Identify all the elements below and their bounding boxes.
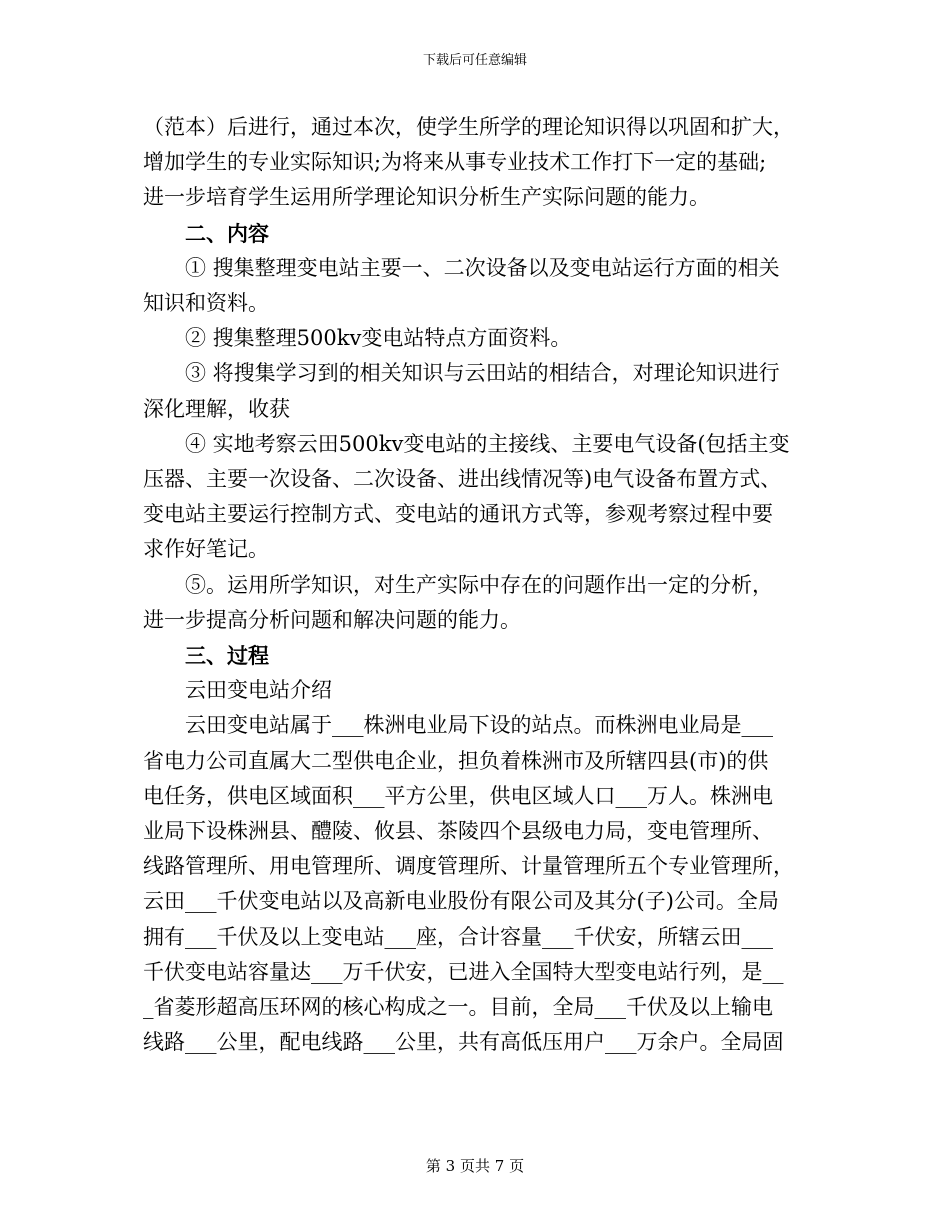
document-body: [143, 110, 815, 1060]
paragraph: [143, 673, 815, 708]
text-line: 云田变电站介绍: [185, 678, 332, 703]
text-line: 二、内容: [185, 220, 269, 246]
text-line: 线路___公里，配电线路___公里，共有高低压用户___万余户。全局固: [143, 1030, 784, 1055]
paragraph: [143, 708, 815, 1060]
text-line: ④ 实地考察云田500kv变电站的主接线、主要电气设备(包括主变: [185, 431, 790, 456]
text-line: 知识和资料。: [143, 291, 269, 316]
text-line: 三、过程: [185, 643, 269, 669]
text-line: 变电站主要运行控制方式、变电站的通讯方式等，参观考察过程中要: [143, 502, 773, 527]
section-heading: [143, 216, 815, 251]
text-line: 千伏变电站容量达___万千伏安，已进入全国特大型变电站行列，是__: [143, 959, 784, 984]
page-header: 下载后可任意编辑: [422, 53, 527, 68]
text-line: 线路管理所、用电管理所、调度管理所、计量管理所五个专业管理所，: [143, 854, 794, 879]
text-line: 求作好笔记。: [143, 537, 269, 562]
text-line: _省菱形超高压环网的核心构成之一。目前，全局___千伏及以上输电: [143, 995, 773, 1020]
text-line: 省电力公司直属大二型供电企业，担负着株洲市及所辖四县(市)的供: [143, 748, 769, 773]
text-line: 业局下设株洲县、醴陵、攸县、茶陵四个县级电力局，变电管理所、: [143, 819, 773, 844]
text-line: ① 搜集整理变电站主要一、二次设备以及变电站运行方面的相关: [185, 255, 780, 280]
text-line: ⑤。运用所学知识，对生产实际中存在的问题作出一定的分析，: [185, 572, 773, 597]
section-heading: [143, 638, 815, 673]
text-line: 电任务，供电区域面积___平方公里，供电区域人口___万人。株洲电: [143, 783, 773, 808]
text-line: 拥有___千伏及以上变电站___座，合计容量___千伏安，所辖云田___: [143, 924, 773, 949]
paragraph: [143, 356, 815, 426]
page-footer: 第 3 页共 7 页: [425, 1157, 525, 1175]
text-line: （范本）后进行，通过本次，使学生所学的理论知识得以巩固和扩大，: [143, 115, 794, 139]
text-line: 进一步培育学生运用所学理论知识分析生产实际问题的能力。: [143, 185, 710, 210]
text-line: 云田变电站属于___株洲电业局下设的站点。而株洲电业局是___: [185, 713, 773, 738]
text-line: 深化理解，收获: [143, 396, 290, 421]
paragraph: [143, 110, 815, 216]
paragraph: [143, 321, 815, 356]
text-line: 增加学生的专业实际知识;为将来从事专业技术工作打下一定的基础;: [143, 150, 767, 175]
paragraph: [143, 568, 815, 638]
text-line: 压器、主要一次设备、二次设备、进出线情况等)电气设备布置方式、: [143, 467, 782, 492]
text-line: ② 搜集整理500kv变电站特点方面资料。: [185, 326, 572, 351]
text-line: 进一步提高分析问题和解决问题的能力。: [143, 607, 521, 632]
paragraph: [143, 427, 815, 568]
text-line: 云田___千伏变电站以及高新电业股份有限公司及其分(子)公司。全局: [143, 889, 779, 914]
text-line: ③ 将搜集学习到的相关知识与云田站的相结合，对理论知识进行: [185, 361, 780, 386]
paragraph: [143, 251, 815, 321]
